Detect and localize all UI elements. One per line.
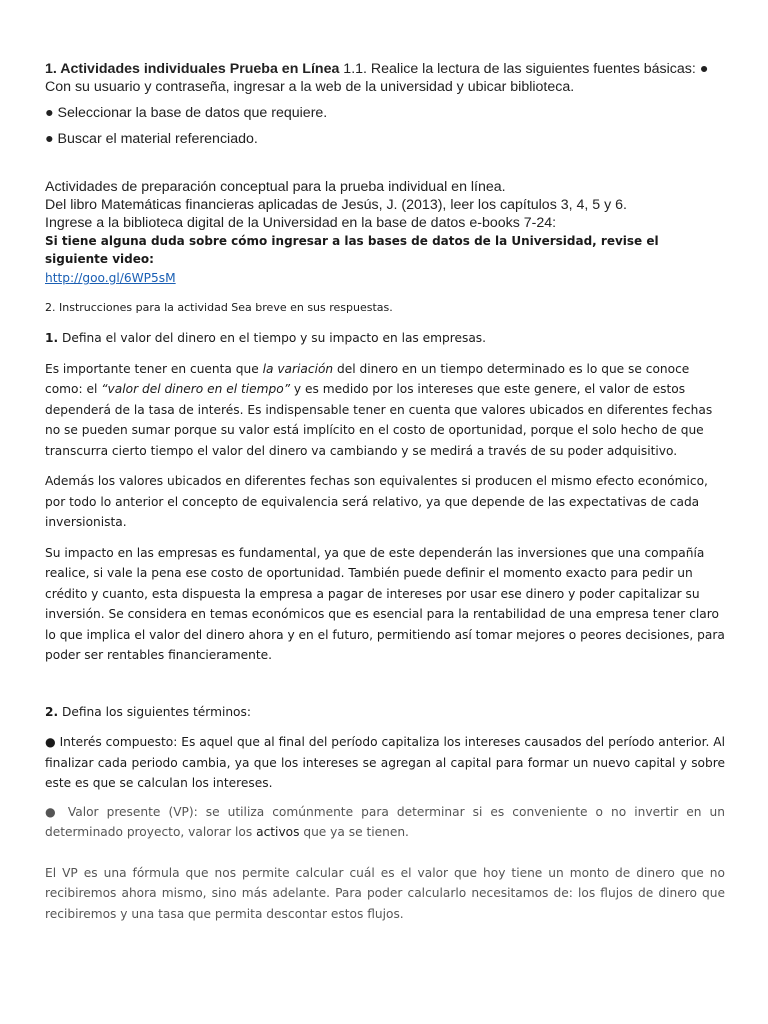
activity-instructions: 2. Instrucciones para la actividad Sea breve en sus respuestas. <box>45 301 393 314</box>
vp-text-b: que ya se tienen. <box>299 825 409 839</box>
answer-1-paragraph-1 <box>45 359 725 462</box>
answer-1-emphasis-valor: “valor del dinero en el tiempo” <box>101 382 291 396</box>
question-2-number: 2. <box>45 704 59 719</box>
section1-heading: 1. Actividades individuales Prueba en Línea <box>45 61 340 77</box>
vp-explanation: El VP es una fórmula que nos permite calcular cuál es el valor que hoy tiene un monto de dinero que no recibiremos ahora mismo, sino más adelante. Para poder calcularlo necesitamos de: los flujos de dinero que recibiremos y una tasa que permita descontar estos flujos. <box>45 865 725 921</box>
prep-line-1: Actividades de preparación conceptual para la prueba individual en línea. <box>45 179 506 195</box>
answer-1-emphasis-variacion: la variación <box>262 361 334 376</box>
vp-text-activos: activos <box>256 825 300 839</box>
section1-intro-paragraph <box>45 60 725 96</box>
vp-label: ● Valor presente (VP): <box>45 804 198 819</box>
prep-line-2: Del libro Matemáticas financieras aplicadas de Jesús, J. (2013), leer los capítulos 3, 4, 5 y 6. <box>45 197 627 213</box>
term-interes-compuesto: ● Interés compuesto: Es aquel que al final del período capitaliza los intereses causados del período anterior. Al finalizar cada periodo cambia, ya que los intereses se agregan al capital para formar un nuevo capital y sobre este es que se calculan los intereses. <box>45 735 725 790</box>
question-1-number: 1. <box>45 331 59 345</box>
vp-text-a: se utiliza comúnmente para determinar si es conveniente o no invertir en un determinado proyecto, valorar los <box>45 804 725 839</box>
question-2-text: Defina los siguientes términos: <box>58 704 251 719</box>
question-1-text: Defina el valor del dinero en el tiempo y su impacto en las empresas. <box>58 331 487 345</box>
answer-1-paragraph-3: Su impacto en las empresas es fundamental, ya que de este dependerán las inversiones que una compañía realice, si vale la pena ese costo de oportunidad. También puede definir el momento exacto para pedir un crédito y cuanto, esta dispuesta la empresa a pagar de intereses por usar ese dinero y poder capitalizar su inversión. Se considera en temas económicos que es esencial para la rentabilidad de una empresa tener claro lo que implica el valor del dinero ahora y en el futuro, permitiendo así tomar mejores o peores decisiones, para poder ser rentables financieramente. <box>45 545 725 662</box>
database-doubt-note: Si tiene alguna duda sobre cómo ingresar a las bases de datos de la Universidad, revise el siguiente video: <box>45 234 659 266</box>
answer-1-paragraph-2: Además los valores ubicados en diferentes fechas son equivalentes si producen el mismo efecto económico, por todo lo anterior el concepto de equivalencia será relativo, ya que depende de las expectativas de cada inversionista. <box>45 474 708 529</box>
document-page <box>45 60 725 924</box>
question-2 <box>45 702 725 723</box>
answer-1-text-b: del dinero en un tiempo determinado es lo que se conoce como: el <box>45 361 690 396</box>
video-link[interactable]: http://goo.gl/6WP5sM <box>45 271 176 285</box>
term-valor-presente <box>45 802 725 843</box>
answer-1-text-c: y es medido por los intereses que este genere, el valor de estos dependerá de la tasa de interés. Es indispensable tener en cuenta que valores ubicados en diferentes fechas no se pueden sumar porque su valor está implícito en el costo de oportunidad, porque el solo hecho de que transcurra cierto tiempo el valor del dinero va cambiando y se medirá a través de su poder adquisitivo. <box>45 382 713 458</box>
bullet-select-database: ● Seleccionar la base de datos que requiere. <box>45 105 328 121</box>
answer-1-text-a: Es importante tener en cuenta que <box>45 361 263 376</box>
prep-line-3: Ingrese a la biblioteca digital de la Universidad en la base de datos e-books 7-24: <box>45 215 557 231</box>
question-1 <box>45 328 725 349</box>
section1-intro-text: 1.1. Realice la lectura de las siguientes fuentes básicas: ● Con su usuario y contraseña, ingresar a la web de la universidad y ubicar biblioteca. <box>45 61 709 95</box>
bullet-search-material: ● Buscar el material referenciado. <box>45 131 258 147</box>
